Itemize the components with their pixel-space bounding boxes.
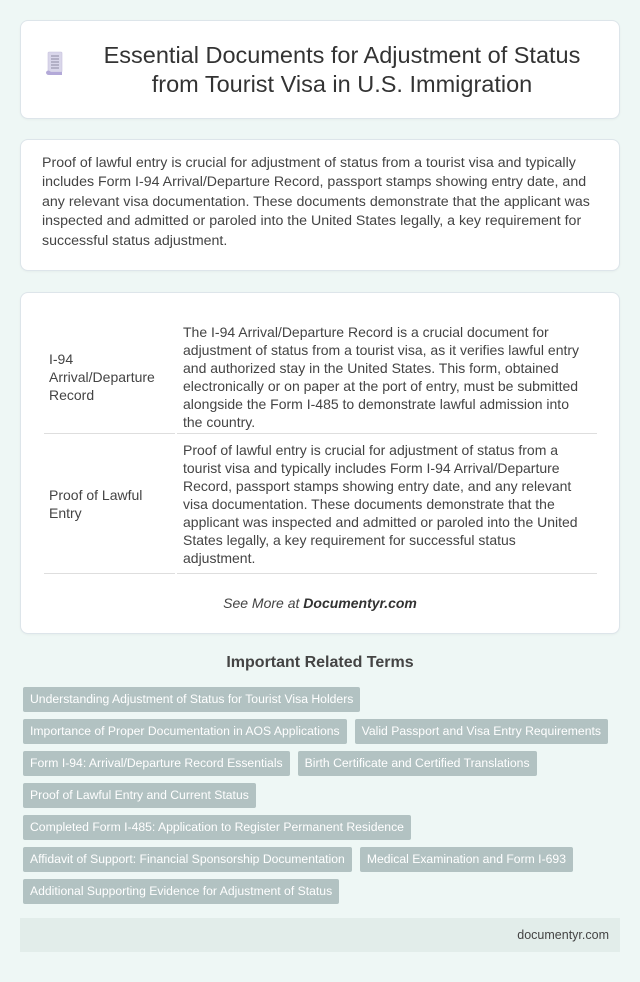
- related-term-tag[interactable]: Valid Passport and Visa Entry Requirements: [355, 719, 608, 744]
- document-table: [42, 320, 599, 574]
- related-term-tag[interactable]: Form I-94: Arrival/Departure Record Essentials: [23, 751, 290, 776]
- description-cell: Proof of lawful entry is crucial for adjustment of status from a tourist visa and typically includes Form I-94 Arrival/Departure Record, passport stamps showing entry date, and any relevant visa documentation. These documents demonstrate that the applicant was inspected and admitted or paroled into the United States legally, a key requirement for successful status adjustment.: [177, 434, 597, 574]
- table-row: [44, 320, 597, 434]
- table-row: [44, 434, 597, 574]
- intro-text: Proof of lawful entry is crucial for adjustment of status from a tourist visa and typically includes Form I-94 Arrival/Departure Record, passport stamps showing entry date, and any relevant visa documentation. These documents demonstrate that the applicant was inspected and admitted or paroled into the United States legally, a key requirement for successful status adjustment.: [42, 155, 590, 249]
- term-cell: I-94 Arrival/Departure Record: [44, 320, 175, 434]
- intro-card: [20, 139, 620, 271]
- page-title: Essential Documents for Adjustment of Status from Tourist Visa in U.S. Immigration: [103, 41, 581, 97]
- see-more-prefix: See More at: [223, 595, 304, 611]
- header-card: [20, 20, 620, 119]
- related-term-tag[interactable]: Completed Form I-485: Application to Register Permanent Residence: [23, 815, 411, 840]
- related-term-tag[interactable]: Medical Examination and Form I-693: [360, 847, 573, 872]
- footer-site-link[interactable]: documentyr.com: [517, 928, 609, 942]
- description-cell: The I-94 Arrival/Departure Record is a crucial document for adjustment of status from a tourist visa, as it verifies lawful entry and authorized stay in the United States. This form, obtained electronically or on paper at the port of entry, must be submitted alongside the Form I-485 to demonstrate lawful admission into the country.: [177, 320, 597, 434]
- see-more-link[interactable]: Documentyr.com: [303, 595, 417, 611]
- related-term-tag[interactable]: Additional Supporting Evidence for Adjustment of Status: [23, 879, 339, 904]
- related-term-tag[interactable]: Importance of Proper Documentation in AOS Applications: [23, 719, 347, 744]
- related-terms-heading: Important Related Terms: [226, 654, 414, 671]
- term-cell: Proof of Lawful Entry: [44, 434, 175, 574]
- related-term-tag[interactable]: Affidavit of Support: Financial Sponsorship Documentation: [23, 847, 352, 872]
- related-term-tag[interactable]: Proof of Lawful Entry and Current Status: [23, 783, 256, 808]
- related-term-tag[interactable]: Birth Certificate and Certified Translations: [298, 751, 537, 776]
- footer: [20, 918, 620, 952]
- related-terms-list: [23, 687, 613, 904]
- related-term-tag[interactable]: Understanding Adjustment of Status for Tourist Visa Holders: [23, 687, 360, 712]
- table-card: [20, 292, 620, 634]
- document-scroll-icon: [45, 51, 65, 77]
- see-more: [21, 595, 619, 611]
